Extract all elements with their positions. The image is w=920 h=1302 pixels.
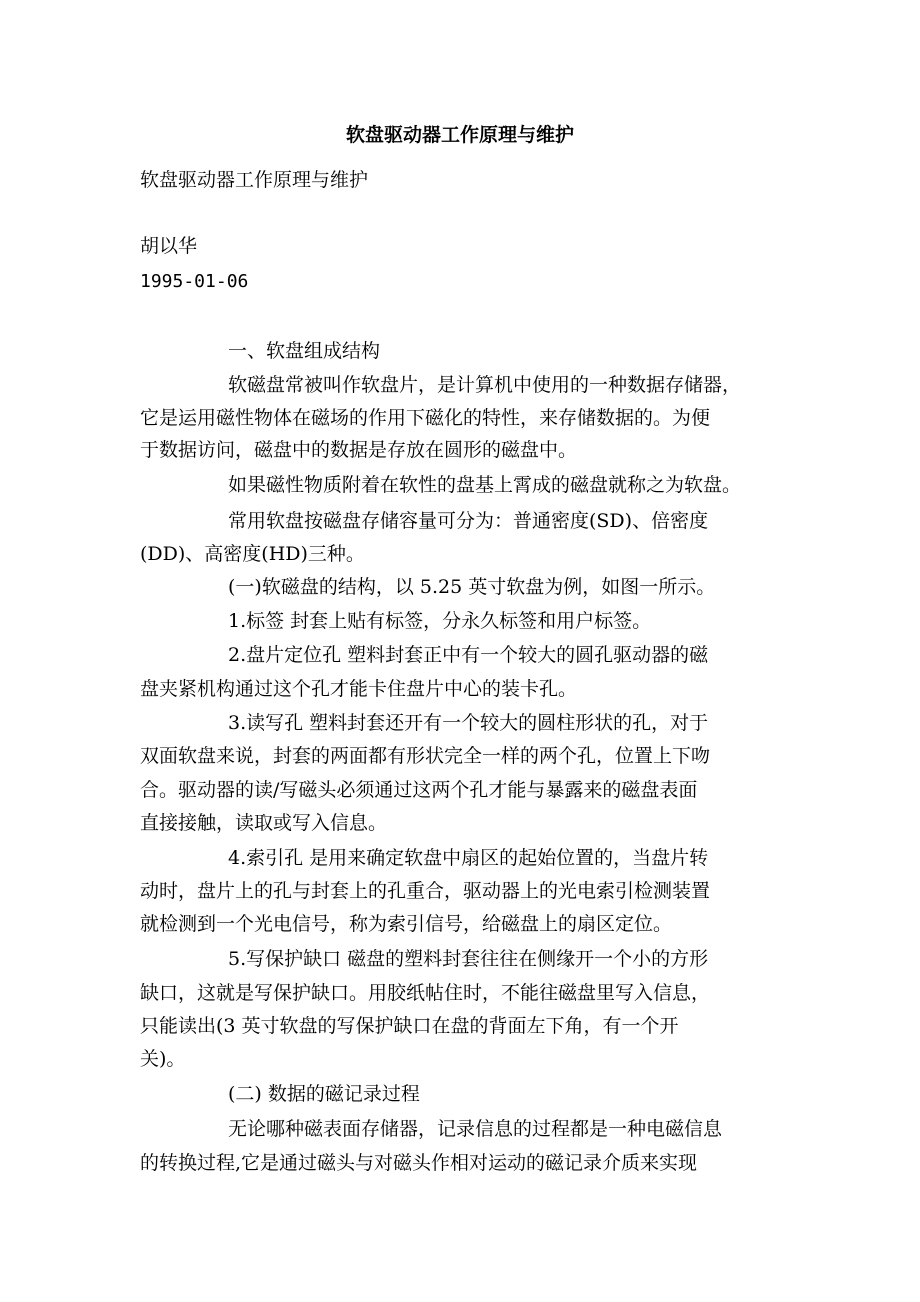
publish-date: 1995-01-06 (140, 271, 249, 292)
paragraph-line: 5.写保护缺口 磁盘的塑料封套往往在侧缘开一个小的方形 (228, 948, 709, 970)
paragraph-line: 关)。 (140, 1048, 186, 1070)
paragraph-line: 1.标签 封套上贴有标签，分永久标签和用户标签。 (228, 610, 652, 632)
section-heading: (二) 数据的磁记录过程 (228, 1083, 420, 1105)
paragraph-line: 软磁盘常被叫作软盘片，是计算机中使用的一种数据存储器， (228, 374, 742, 396)
paragraph-line: 如果磁性物质附着在软性的盘基上霄成的磁盘就称之为软盘。 (228, 474, 742, 496)
paragraph-line: 缺口，这就是写保护缺口。用胶纸帖住时，不能往磁盘里写入信息， (140, 982, 711, 1004)
paragraph-line: 常用软盘按磁盘存储容量可分为：普通密度(SD)、倍密度 (228, 510, 709, 532)
paragraph-line: 动时，盘片上的孔与封套上的孔重合，驱动器上的光电索引检测装置 (140, 880, 711, 902)
section-heading: 一、软盘组成结构 (228, 340, 381, 362)
document-subtitle: 软盘驱动器工作原理与维护 (140, 169, 369, 191)
paragraph-line: 它是运用磁性物体在磁场的作用下磁化的特性，来存储数据的。为便 (140, 407, 711, 429)
paragraph-line: 无论哪种磁表面存储器，记录信息的过程都是一种电磁信息 (228, 1118, 723, 1140)
paragraph-line: 合。驱动器的读/写磁头必须通过这两个孔才能与暴露来的磁盘表面 (140, 779, 698, 801)
paragraph-line: 2.盘片定位孔 塑料封套正中有一个较大的圆孔驱动器的磁 (228, 644, 709, 666)
paragraph-line: 就检测到一个光电信号，称为索引信号，给磁盘上的扇区定位。 (140, 913, 673, 935)
paragraph-line: 盘夹紧机构通过这个孔才能卡住盘片中心的装卡孔。 (140, 678, 578, 700)
paragraph-line: (DD)、高密度(HD)三种。 (140, 543, 365, 565)
author-name: 胡以华 (140, 235, 198, 257)
paragraph-line: (一)软磁盘的结构，以 5.25 英寸软盘为例，如图一所示。 (228, 576, 716, 598)
paragraph-line: 的转换过程,它是通过磁头与对磁头作相对运动的磁记录介质来实现 (140, 1152, 698, 1174)
document-title: 软盘驱动器工作原理与维护 (345, 124, 574, 146)
paragraph-line: 3.读写孔 塑料封套还开有一个较大的圆柱形状的孔，对于 (228, 712, 709, 734)
paragraph-line: 4.索引孔 是用来确定软盘中扇区的起始位置的，当盘片转 (228, 847, 709, 869)
paragraph-line: 只能读出(3 英寸软盘的写保护缺口在盘的背面左下角，有一个开 (140, 1015, 679, 1037)
paragraph-line: 于数据访问，磁盘中的数据是存放在圆形的磁盘中。 (140, 439, 578, 461)
paragraph-line: 直接接触，读取或写入信息。 (140, 812, 388, 834)
paragraph-line: 双面软盘来说，封套的两面都有形状完全一样的两个孔，位置上下吻 (140, 745, 711, 767)
